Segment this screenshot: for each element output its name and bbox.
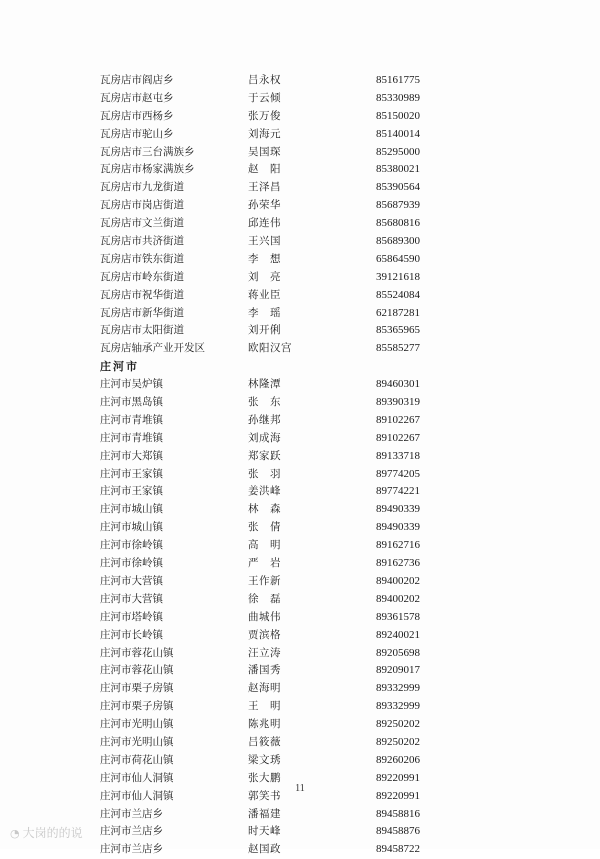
person-cell: 刘海元: [248, 127, 281, 140]
phone-cell: 85390564: [376, 181, 420, 194]
table-row: [0, 734, 600, 752]
person-cell: 李 想: [248, 252, 281, 265]
person-cell: 孙荣华: [248, 199, 281, 212]
place-cell: 庄河市荷花山镇: [100, 753, 174, 766]
table-row: [0, 144, 600, 162]
person-cell: 潘福建: [248, 807, 281, 820]
phone-cell: 85680816: [376, 217, 420, 230]
place-cell: 庄河市兰店乡: [100, 843, 163, 856]
person-cell: 王作新: [248, 574, 281, 587]
phone-cell: 89390319: [376, 396, 420, 409]
phone-cell: 89458722: [376, 843, 420, 856]
place-cell: 庄河市王家镇: [100, 485, 163, 498]
table-row: [0, 108, 600, 126]
table-row: [0, 573, 600, 591]
phone-cell: 89458876: [376, 825, 420, 838]
table-row: [0, 555, 600, 573]
person-cell: 吕筱薇: [248, 735, 281, 748]
table-row: [0, 609, 600, 627]
person-cell: 于云倾: [248, 91, 281, 104]
phone-cell: 89133718: [376, 449, 420, 462]
table-row: [0, 161, 600, 179]
table-row: [0, 537, 600, 555]
table-row: [0, 823, 600, 841]
phone-cell: 85330989: [376, 91, 420, 104]
place-cell: 庄河市吴炉镇: [100, 378, 163, 391]
phone-cell: 85380021: [376, 163, 420, 176]
table-row: [0, 662, 600, 680]
place-cell: 庄河市城山镇: [100, 503, 163, 516]
place-cell: 庄河市光明山镇: [100, 735, 174, 748]
table-row: [0, 394, 600, 412]
place-cell: 瓦房店市阎店乡: [100, 74, 174, 86]
phone-cell: 89490339: [376, 503, 420, 516]
person-cell: 张 羽: [248, 467, 281, 480]
place-cell: 庄河市兰店乡: [100, 825, 163, 838]
person-cell: 欧阳汉宫: [248, 342, 292, 355]
phone-cell: 89220991: [376, 789, 420, 802]
phone-cell: 89260206: [376, 753, 420, 766]
table-row: [0, 806, 600, 824]
person-cell: 王 明: [248, 700, 281, 713]
person-cell: 吕永权: [248, 74, 281, 86]
phone-cell: 89361578: [376, 610, 420, 623]
table-row: [0, 430, 600, 448]
table-row: [0, 841, 600, 859]
place-cell: 瓦房店市太阳街道: [100, 324, 184, 337]
person-cell: 林隆潭: [248, 378, 281, 391]
phone-cell: 39121618: [376, 270, 420, 283]
table-row: [0, 627, 600, 645]
person-cell: 徐 磊: [248, 592, 281, 605]
phone-cell: 89490339: [376, 521, 420, 534]
table-row: [0, 269, 600, 287]
phone-cell: 85161775: [376, 74, 420, 86]
place-cell: 庄河市兰店乡: [100, 807, 163, 820]
table-row: [0, 412, 600, 430]
table-row: [0, 179, 600, 197]
place-cell: 庄河市徐岭镇: [100, 539, 163, 552]
place-cell: 瓦房店市三台满族乡: [100, 145, 195, 158]
table-row: [0, 126, 600, 144]
place-cell: 庄河市徐岭镇: [100, 557, 163, 570]
place-cell: 庄河市蓉花山镇: [100, 646, 174, 659]
table-row: [0, 698, 600, 716]
place-cell: 瓦房店市岗店街道: [100, 199, 184, 212]
place-cell: 瓦房店市岭东街道: [100, 270, 184, 283]
table-row: [0, 72, 600, 90]
phone-cell: 62187281: [376, 306, 420, 319]
person-cell: 刘成海: [248, 431, 281, 444]
place-cell: 瓦房店市祝华街道: [100, 288, 184, 301]
table-row: [0, 645, 600, 663]
place-cell: 庄河市塔岭镇: [100, 610, 163, 623]
watermark: [10, 824, 83, 841]
phone-cell: 85295000: [376, 145, 420, 158]
place-cell: 瓦房店市西杨乡: [100, 109, 174, 122]
phone-cell: 89332999: [376, 700, 420, 713]
watermark-text: 大岗的的说: [22, 826, 83, 840]
person-cell: 吴国琛: [248, 145, 281, 158]
phone-cell: 89220991: [376, 771, 420, 784]
person-cell: 张万俊: [248, 109, 281, 122]
table-row: [0, 716, 600, 734]
place-cell: 庄河市蓉花山镇: [100, 664, 174, 677]
phone-cell: 89774205: [376, 467, 420, 480]
phone-cell: 89240021: [376, 628, 420, 641]
place-cell: 瓦房店市九龙街道: [100, 181, 184, 194]
place-cell: 瓦房店市共济街道: [100, 235, 184, 248]
place-cell: 庄河市青堆镇: [100, 431, 163, 444]
person-cell: 梁文琇: [248, 753, 281, 766]
table-row: [0, 680, 600, 698]
table-row: [0, 197, 600, 215]
place-cell: 瓦房店轴承产业开发区: [100, 342, 205, 355]
person-cell: 蒋业臣: [248, 288, 281, 301]
person-cell: 王泽昌: [248, 181, 281, 194]
person-cell: 时天峰: [248, 825, 281, 838]
phone-cell: 89400202: [376, 592, 420, 605]
place-cell: 瓦房店市铁东街道: [100, 252, 184, 265]
phone-cell: 89162736: [376, 557, 420, 570]
phone-cell: 89458816: [376, 807, 420, 820]
place-cell: 庄河市大营镇: [100, 592, 163, 605]
phone-cell: 89400202: [376, 574, 420, 587]
person-cell: 林 森: [248, 503, 281, 516]
place-cell: 庄河市王家镇: [100, 467, 163, 480]
phone-cell: 89205698: [376, 646, 420, 659]
table-row: [0, 466, 600, 484]
person-cell: 严 岩: [248, 557, 281, 570]
person-cell: 陈兆明: [248, 718, 281, 731]
phone-cell: 85140014: [376, 127, 420, 140]
person-cell: 潘国秀: [248, 664, 281, 677]
place-cell: 庄河市大营镇: [100, 574, 163, 587]
place-cell: 瓦房店市文兰街道: [100, 217, 184, 230]
section-heading-row: [0, 358, 600, 376]
phone-cell: 85150020: [376, 109, 420, 122]
phone-cell: 85365965: [376, 324, 420, 337]
place-cell: 庄河市仙人洞镇: [100, 771, 174, 784]
person-cell: 姜洪峰: [248, 485, 281, 498]
phone-cell: 89209017: [376, 664, 420, 677]
place-cell: 瓦房店市赵屯乡: [100, 91, 174, 104]
table-row: [0, 305, 600, 323]
person-cell: 赵海明: [248, 682, 281, 695]
weibo-logo-icon: ◔: [10, 827, 20, 840]
person-cell: 郑家跃: [248, 449, 281, 462]
person-cell: 邱连伟: [248, 217, 281, 230]
place-cell: 庄河市城山镇: [100, 521, 163, 534]
contact-list: [0, 72, 600, 859]
table-row: [0, 448, 600, 466]
table-row: [0, 233, 600, 251]
phone-cell: 89460301: [376, 378, 420, 391]
place-cell: 庄河市黑岛镇: [100, 396, 163, 409]
place-cell: 庄河市仙人洞镇: [100, 789, 174, 802]
phone-cell: 65864590: [376, 252, 420, 265]
section-title: 庄河市: [100, 360, 139, 374]
place-cell: 庄河市大郑镇: [100, 449, 163, 462]
table-row: [0, 591, 600, 609]
person-cell: 汪立涛: [248, 646, 281, 659]
person-cell: 曲城伟: [248, 610, 281, 623]
phone-cell: 89162716: [376, 539, 420, 552]
phone-cell: 85689300: [376, 235, 420, 248]
phone-cell: 89774221: [376, 485, 420, 498]
table-row: [0, 340, 600, 358]
phone-cell: 85585277: [376, 342, 420, 355]
person-cell: 刘 亮: [248, 270, 281, 283]
person-cell: 张 东: [248, 396, 281, 409]
place-cell: 庄河市栗子房镇: [100, 682, 174, 695]
table-row: [0, 501, 600, 519]
person-cell: 贾滨格: [248, 628, 281, 641]
place-cell: 瓦房店市新华街道: [100, 306, 184, 319]
place-cell: 瓦房店市杨家满族乡: [100, 163, 195, 176]
person-cell: 赵 阳: [248, 163, 281, 176]
person-cell: 郭笑书: [248, 789, 281, 802]
person-cell: 李 瑶: [248, 306, 281, 319]
table-row: [0, 376, 600, 394]
person-cell: 张大鹏: [248, 771, 281, 784]
table-row: [0, 215, 600, 233]
table-row: [0, 752, 600, 770]
table-row: [0, 287, 600, 305]
person-cell: 孙继邦: [248, 413, 281, 426]
place-cell: 庄河市青堆镇: [100, 413, 163, 426]
person-cell: 王兴国: [248, 235, 281, 248]
person-cell: 张 倩: [248, 521, 281, 534]
place-cell: 庄河市光明山镇: [100, 718, 174, 731]
person-cell: 高 明: [248, 539, 281, 552]
table-row: [0, 519, 600, 537]
person-cell: 刘开俐: [248, 324, 281, 337]
person-cell: 赵国政: [248, 843, 281, 856]
phone-cell: 89332999: [376, 682, 420, 695]
place-cell: 庄河市栗子房镇: [100, 700, 174, 713]
phone-cell: 85687939: [376, 199, 420, 212]
phone-cell: 85524084: [376, 288, 420, 301]
place-cell: 瓦房店市驼山乡: [100, 127, 174, 140]
phone-cell: 89102267: [376, 413, 420, 426]
phone-cell: 89250202: [376, 735, 420, 748]
phone-cell: 89250202: [376, 718, 420, 731]
table-row: [0, 483, 600, 501]
table-row: [0, 90, 600, 108]
place-cell: 庄河市长岭镇: [100, 628, 163, 641]
table-row: [0, 322, 600, 340]
table-row: [0, 251, 600, 269]
phone-cell: 89102267: [376, 431, 420, 444]
page-number: 11: [295, 783, 305, 794]
